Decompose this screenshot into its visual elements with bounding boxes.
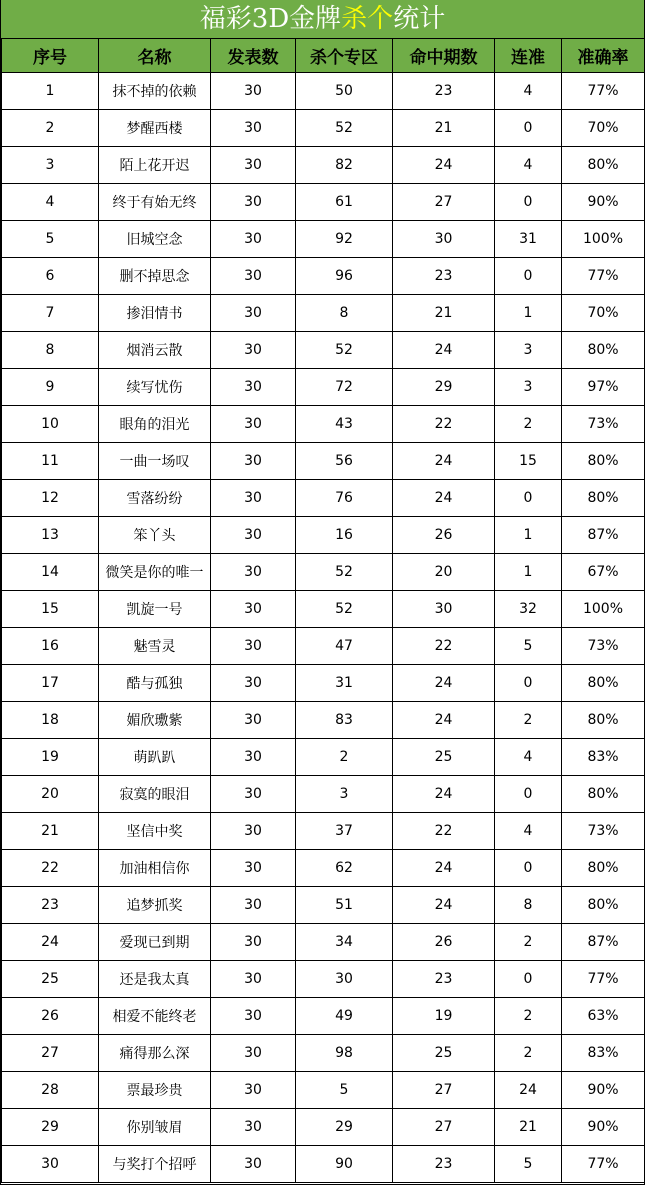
row-index: 16: [2, 628, 99, 665]
row-kill: 61: [296, 184, 393, 221]
row-posts: 30: [211, 1072, 296, 1109]
row-hits: 21: [393, 295, 495, 332]
row-kill: 49: [296, 998, 393, 1035]
row-hits: 24: [393, 776, 495, 813]
table-row: [2, 1072, 645, 1109]
row-posts: 30: [211, 591, 296, 628]
row-kill: 56: [296, 443, 393, 480]
header-row: [2, 39, 645, 73]
table-header: [2, 39, 645, 73]
row-name: 相爱不能终老: [99, 998, 211, 1035]
table-row: [2, 1109, 645, 1146]
row-accuracy: 100%: [562, 221, 645, 258]
row-index: 24: [2, 924, 99, 961]
row-hits: 22: [393, 406, 495, 443]
row-accuracy: 87%: [562, 517, 645, 554]
row-streak: 2: [495, 702, 562, 739]
row-hits: 27: [393, 1072, 495, 1109]
row-index: 30: [2, 1146, 99, 1183]
row-hits: 24: [393, 702, 495, 739]
stats-table: [1, 38, 645, 1183]
row-accuracy: 87%: [562, 924, 645, 961]
table-row: [2, 258, 645, 295]
row-accuracy: 100%: [562, 591, 645, 628]
row-accuracy: 90%: [562, 1109, 645, 1146]
row-name: 雪落纷纷: [99, 480, 211, 517]
row-streak: 0: [495, 110, 562, 147]
row-name: 魅雪灵: [99, 628, 211, 665]
row-index: 5: [2, 221, 99, 258]
row-accuracy: 80%: [562, 665, 645, 702]
table-row: [2, 406, 645, 443]
table-row: [2, 887, 645, 924]
row-index: 25: [2, 961, 99, 998]
row-hits: 26: [393, 924, 495, 961]
row-posts: 30: [211, 147, 296, 184]
row-accuracy: 73%: [562, 813, 645, 850]
row-name: 媚欣璷紫: [99, 702, 211, 739]
row-accuracy: 77%: [562, 73, 645, 110]
row-name: 爱现已到期: [99, 924, 211, 961]
row-accuracy: 73%: [562, 406, 645, 443]
row-kill: 76: [296, 480, 393, 517]
row-index: 10: [2, 406, 99, 443]
row-streak: 4: [495, 147, 562, 184]
row-accuracy: 80%: [562, 776, 645, 813]
row-accuracy: 83%: [562, 1035, 645, 1072]
row-accuracy: 70%: [562, 110, 645, 147]
row-accuracy: 80%: [562, 702, 645, 739]
row-streak: 32: [495, 591, 562, 628]
row-streak: 0: [495, 184, 562, 221]
row-posts: 30: [211, 702, 296, 739]
row-posts: 30: [211, 110, 296, 147]
row-kill: 5: [296, 1072, 393, 1109]
row-index: 8: [2, 332, 99, 369]
row-kill: 52: [296, 332, 393, 369]
table-row: [2, 332, 645, 369]
row-streak: 4: [495, 813, 562, 850]
row-accuracy: 77%: [562, 258, 645, 295]
row-hits: 25: [393, 739, 495, 776]
row-kill: 16: [296, 517, 393, 554]
row-kill: 92: [296, 221, 393, 258]
row-index: 11: [2, 443, 99, 480]
row-index: 20: [2, 776, 99, 813]
row-streak: 2: [495, 406, 562, 443]
row-accuracy: 90%: [562, 184, 645, 221]
row-name: 你别皱眉: [99, 1109, 211, 1146]
row-index: 21: [2, 813, 99, 850]
table-row: [2, 73, 645, 110]
title-part1: 福彩3D金牌: [199, 4, 342, 34]
row-kill: 51: [296, 887, 393, 924]
table-row: [2, 628, 645, 665]
row-accuracy: 77%: [562, 1146, 645, 1183]
row-name: 票最珍贵: [99, 1072, 211, 1109]
row-hits: 30: [393, 221, 495, 258]
row-streak: 4: [495, 73, 562, 110]
row-hits: 24: [393, 887, 495, 924]
table-row: [2, 1035, 645, 1072]
row-kill: 82: [296, 147, 393, 184]
row-index: 6: [2, 258, 99, 295]
row-streak: 1: [495, 295, 562, 332]
row-name: 加油相信你: [99, 850, 211, 887]
col-index-header: 序号: [2, 39, 99, 73]
row-index: 15: [2, 591, 99, 628]
row-streak: 21: [495, 1109, 562, 1146]
row-kill: 8: [296, 295, 393, 332]
table-row: [2, 443, 645, 480]
row-hits: 24: [393, 665, 495, 702]
row-name: 眼角的泪光: [99, 406, 211, 443]
row-hits: 24: [393, 147, 495, 184]
row-name: 陌上花开迟: [99, 147, 211, 184]
row-index: 7: [2, 295, 99, 332]
row-kill: 90: [296, 1146, 393, 1183]
row-name: 笨丫头: [99, 517, 211, 554]
row-index: 29: [2, 1109, 99, 1146]
row-kill: 3: [296, 776, 393, 813]
row-posts: 30: [211, 665, 296, 702]
table-row: [2, 369, 645, 406]
table-body: [2, 73, 645, 1183]
row-accuracy: 73%: [562, 628, 645, 665]
row-hits: 22: [393, 813, 495, 850]
row-posts: 30: [211, 887, 296, 924]
row-hits: 23: [393, 258, 495, 295]
row-name: 坚信中奖: [99, 813, 211, 850]
row-accuracy: 80%: [562, 480, 645, 517]
row-name: 终于有始无终: [99, 184, 211, 221]
row-hits: 27: [393, 184, 495, 221]
row-streak: 31: [495, 221, 562, 258]
row-kill: 37: [296, 813, 393, 850]
row-kill: 34: [296, 924, 393, 961]
row-name: 抹不掉的依赖: [99, 73, 211, 110]
row-streak: 0: [495, 480, 562, 517]
row-hits: 19: [393, 998, 495, 1035]
row-name: 烟消云散: [99, 332, 211, 369]
col-posts-header: 发表数: [211, 39, 296, 73]
row-kill: 2: [296, 739, 393, 776]
row-accuracy: 63%: [562, 998, 645, 1035]
row-streak: 1: [495, 517, 562, 554]
row-accuracy: 80%: [562, 850, 645, 887]
row-posts: 30: [211, 554, 296, 591]
row-kill: 83: [296, 702, 393, 739]
row-index: 23: [2, 887, 99, 924]
row-kill: 43: [296, 406, 393, 443]
title-part2: 统计: [393, 4, 446, 34]
row-name: 梦醒西楼: [99, 110, 211, 147]
row-kill: 62: [296, 850, 393, 887]
row-accuracy: 97%: [562, 369, 645, 406]
col-hits-header: 命中期数: [393, 39, 495, 73]
row-streak: 24: [495, 1072, 562, 1109]
row-index: 9: [2, 369, 99, 406]
table-row: [2, 480, 645, 517]
row-index: 3: [2, 147, 99, 184]
table-row: [2, 591, 645, 628]
row-hits: 24: [393, 480, 495, 517]
row-name: 痛得那么深: [99, 1035, 211, 1072]
table-row: [2, 295, 645, 332]
row-posts: 30: [211, 813, 296, 850]
row-hits: 22: [393, 628, 495, 665]
row-name: 微笑是你的唯一: [99, 554, 211, 591]
row-name: 续写忧伤: [99, 369, 211, 406]
row-accuracy: 80%: [562, 443, 645, 480]
row-posts: 30: [211, 1146, 296, 1183]
row-streak: 0: [495, 961, 562, 998]
row-index: 18: [2, 702, 99, 739]
table-row: [2, 961, 645, 998]
row-hits: 27: [393, 1109, 495, 1146]
row-posts: 30: [211, 517, 296, 554]
row-posts: 30: [211, 480, 296, 517]
row-index: 17: [2, 665, 99, 702]
row-accuracy: 70%: [562, 295, 645, 332]
row-hits: 20: [393, 554, 495, 591]
row-name: 酷与孤独: [99, 665, 211, 702]
row-posts: 30: [211, 998, 296, 1035]
row-index: 27: [2, 1035, 99, 1072]
table-row: [2, 776, 645, 813]
row-index: 22: [2, 850, 99, 887]
row-hits: 24: [393, 332, 495, 369]
row-kill: 98: [296, 1035, 393, 1072]
row-posts: 30: [211, 1109, 296, 1146]
row-streak: 5: [495, 1146, 562, 1183]
table-row: [2, 702, 645, 739]
row-kill: 52: [296, 591, 393, 628]
row-index: 1: [2, 73, 99, 110]
row-hits: 25: [393, 1035, 495, 1072]
row-hits: 26: [393, 517, 495, 554]
row-hits: 30: [393, 591, 495, 628]
table-row: [2, 517, 645, 554]
row-hits: 21: [393, 110, 495, 147]
row-streak: 1: [495, 554, 562, 591]
table-row: [2, 813, 645, 850]
row-hits: 29: [393, 369, 495, 406]
row-hits: 24: [393, 443, 495, 480]
row-posts: 30: [211, 628, 296, 665]
row-posts: 30: [211, 443, 296, 480]
row-name: 一曲一场叹: [99, 443, 211, 480]
row-streak: 2: [495, 924, 562, 961]
row-kill: 47: [296, 628, 393, 665]
row-kill: 29: [296, 1109, 393, 1146]
row-posts: 30: [211, 221, 296, 258]
row-posts: 30: [211, 850, 296, 887]
row-name: 追梦抓奖: [99, 887, 211, 924]
row-posts: 30: [211, 184, 296, 221]
title-highlight: 杀个: [341, 4, 394, 34]
row-posts: 30: [211, 73, 296, 110]
row-kill: 52: [296, 554, 393, 591]
row-kill: 72: [296, 369, 393, 406]
row-streak: 0: [495, 776, 562, 813]
row-streak: 15: [495, 443, 562, 480]
col-accuracy-header: 准确率: [562, 39, 645, 73]
row-hits: 23: [393, 961, 495, 998]
row-index: 13: [2, 517, 99, 554]
row-index: 14: [2, 554, 99, 591]
row-posts: 30: [211, 369, 296, 406]
row-streak: 3: [495, 332, 562, 369]
row-name: 删不掉思念: [99, 258, 211, 295]
col-kill-header: 杀个专区: [296, 39, 393, 73]
row-name: 与奖打个招呼: [99, 1146, 211, 1183]
row-name: 掺泪情书: [99, 295, 211, 332]
row-accuracy: 80%: [562, 332, 645, 369]
row-index: 28: [2, 1072, 99, 1109]
row-index: 4: [2, 184, 99, 221]
row-posts: 30: [211, 295, 296, 332]
row-posts: 30: [211, 776, 296, 813]
row-posts: 30: [211, 258, 296, 295]
row-kill: 30: [296, 961, 393, 998]
table-row: [2, 665, 645, 702]
table-row: [2, 739, 645, 776]
row-posts: 30: [211, 961, 296, 998]
row-streak: 8: [495, 887, 562, 924]
row-name: 旧城空念: [99, 221, 211, 258]
row-accuracy: 80%: [562, 147, 645, 184]
row-posts: 30: [211, 924, 296, 961]
row-posts: 30: [211, 406, 296, 443]
row-hits: 23: [393, 1146, 495, 1183]
row-index: 12: [2, 480, 99, 517]
table-row: [2, 221, 645, 258]
row-kill: 52: [296, 110, 393, 147]
row-kill: 31: [296, 665, 393, 702]
row-accuracy: 67%: [562, 554, 645, 591]
row-accuracy: 77%: [562, 961, 645, 998]
row-name: 寂寞的眼泪: [99, 776, 211, 813]
row-index: 26: [2, 998, 99, 1035]
table-row: [2, 850, 645, 887]
row-accuracy: 83%: [562, 739, 645, 776]
col-name-header: 名称: [99, 39, 211, 73]
row-name: 还是我太真: [99, 961, 211, 998]
row-streak: 2: [495, 1035, 562, 1072]
row-name: 萌趴趴: [99, 739, 211, 776]
row-streak: 0: [495, 665, 562, 702]
table-row: [2, 554, 645, 591]
row-accuracy: 90%: [562, 1072, 645, 1109]
row-streak: 0: [495, 850, 562, 887]
row-streak: 2: [495, 998, 562, 1035]
row-posts: 30: [211, 739, 296, 776]
row-index: 2: [2, 110, 99, 147]
table-row: [2, 110, 645, 147]
row-streak: 0: [495, 258, 562, 295]
table-row: [2, 998, 645, 1035]
row-kill: 96: [296, 258, 393, 295]
page-title: [1, 0, 644, 38]
row-accuracy: 80%: [562, 887, 645, 924]
row-hits: 23: [393, 73, 495, 110]
row-streak: 3: [495, 369, 562, 406]
table-row: [2, 1146, 645, 1183]
table-row: [2, 147, 645, 184]
row-name: 凯旋一号: [99, 591, 211, 628]
row-streak: 5: [495, 628, 562, 665]
row-kill: 50: [296, 73, 393, 110]
row-streak: 4: [495, 739, 562, 776]
row-posts: 30: [211, 1035, 296, 1072]
row-index: 19: [2, 739, 99, 776]
table-row: [2, 184, 645, 221]
row-hits: 24: [393, 850, 495, 887]
table-row: [2, 924, 645, 961]
row-posts: 30: [211, 332, 296, 369]
col-streak-header: 连准: [495, 39, 562, 73]
